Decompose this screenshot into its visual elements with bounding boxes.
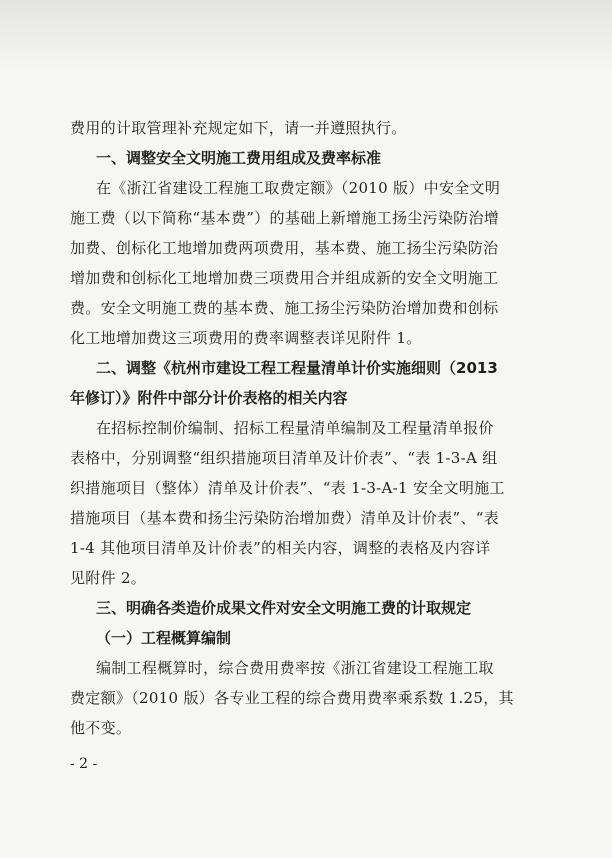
- body-line: 增加费和创标化工地增加费三项费用合并组成新的安全文明施工: [70, 269, 499, 287]
- body-line: 他不变。: [70, 719, 132, 737]
- body-line: 措施项目（基本费和扬尘污染防治增加费）清单及计价表”、“表: [70, 509, 500, 527]
- scan-shadow: [0, 0, 612, 70]
- section-heading: 二、调整《杭州市建设工程工程量清单计价实施细则（2013: [96, 359, 498, 377]
- body-line: 化工地增加费这三项费用的费率调整表详见附件 1。: [70, 329, 422, 347]
- section-heading: 年修订）》附件中部分计价表格的相关内容: [70, 389, 348, 407]
- body-line: 在《浙江省建设工程施工取费定额》（2010 版）中安全文明: [96, 179, 501, 197]
- body-line: 费。安全文明施工费的基本费、施工扬尘污染防治增加费和创标: [70, 299, 499, 317]
- body-line: 费定额》（2010 版）各专业工程的综合费用费率乘系数 1.25，其: [70, 689, 514, 707]
- body-line: 表格中，分别调整“组织措施项目清单及计价表”、“表 1-3-A 组: [70, 449, 498, 467]
- body-line: 施工费（以下简称“基本费”）的基础上新增施工扬尘污染防治增: [70, 209, 500, 227]
- body-line: 在招标控制价编制、招标工程量清单编制及工程量清单报价: [96, 419, 494, 437]
- subsection-heading: （一）工程概算编制: [96, 629, 232, 647]
- body-line: 1-4 其他项目清单及计价表”的相关内容，调整的表格及内容详: [70, 539, 491, 557]
- body-line: 见附件 2。: [70, 569, 147, 587]
- body-line: 费用的计取管理补充规定如下，请一并遵照执行。: [70, 119, 407, 137]
- body-line: 织措施项目（整体）清单及计价表”、“表 1-3-A-1 安全文明施工: [70, 479, 505, 497]
- page-number: - 2 -: [70, 756, 98, 772]
- body-line: 加费、创标化工地增加费两项费用，基本费、施工扬尘污染防治: [70, 239, 499, 257]
- section-heading: 三、明确各类造价成果文件对安全文明施工费的计取规定: [96, 599, 472, 617]
- body-line: 编制工程概算时，综合费用费率按《浙江省建设工程施工取: [96, 659, 494, 677]
- section-heading: 一、调整安全文明施工费用组成及费率标准: [96, 149, 382, 167]
